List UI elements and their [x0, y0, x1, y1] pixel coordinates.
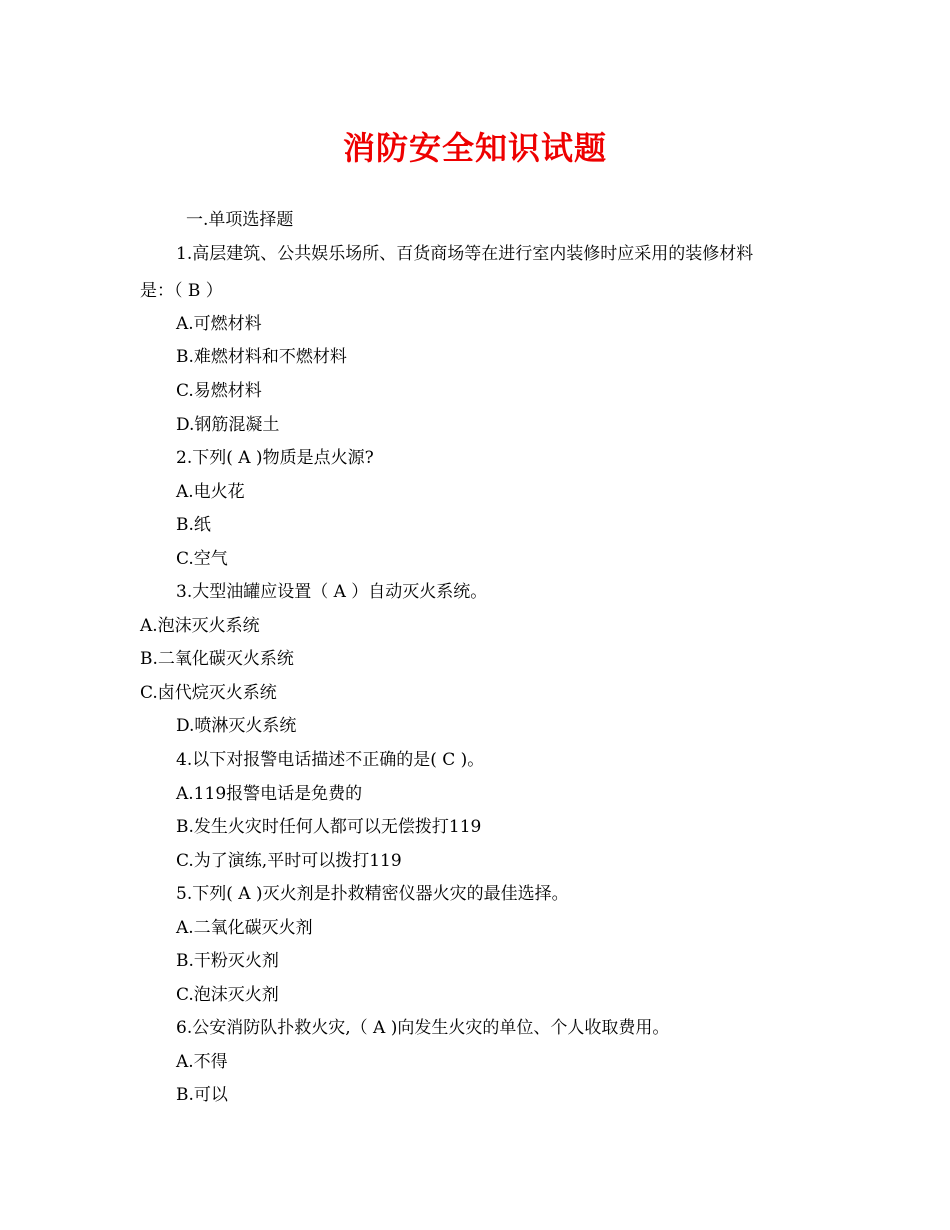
question-3-option-a: A.泡沫灭火系统	[140, 616, 260, 636]
question-5-option-a: A.二氧化碳灭火剂	[176, 918, 313, 938]
question-2-option-a: A.电火花	[176, 482, 245, 502]
question-2-option-b: B.纸	[176, 515, 211, 535]
question-6-option-a: A.不得	[176, 1052, 228, 1072]
section-heading: 一.单项选择题	[186, 210, 294, 230]
question-1-stem: 1.高层建筑、公共娱乐场所、百货商场等在进行室内装修时应采用的装修材料	[176, 244, 754, 264]
question-5-stem: 5.下列( A )灭火剂是扑救精密仪器火灾的最佳选择。	[176, 884, 569, 904]
question-6-option-b: B.可以	[176, 1085, 228, 1105]
question-6-stem: 6.公安消防队扑救火灾,（ A )向发生火灾的单位、个人收取费用。	[176, 1018, 670, 1038]
question-3-option-c: C.卤代烷灭火系统	[140, 683, 277, 703]
question-1-stem-continued: 是：（ B ）	[140, 281, 223, 301]
question-1-option-b: B.难燃材料和不燃材料	[176, 347, 347, 367]
question-5-option-b: B.干粉灭火剂	[176, 951, 279, 971]
question-4-option-c: C.为了演练,平时可以拨打119	[176, 851, 402, 871]
question-4-stem: 4.以下对报警电话描述不正确的是( C )。	[176, 750, 485, 770]
question-1-option-d: D.钢筋混凝土	[176, 415, 280, 435]
document-title: 消防安全知识试题	[342, 129, 607, 167]
question-3-option-d: D.喷淋灭火系统	[176, 716, 297, 736]
question-5-option-c: C.泡沫灭火剂	[176, 985, 279, 1005]
question-4-option-b: B.发生火灾时任何人都可以无偿拨打119	[176, 817, 482, 837]
question-4-option-a: A.119报警电话是免费的	[176, 784, 363, 804]
question-3-option-b: B.二氧化碳灭火系统	[140, 649, 294, 669]
question-1-option-c: C.易燃材料	[176, 381, 262, 401]
question-1-option-a: A.可燃材料	[176, 314, 262, 334]
question-2-option-c: C.空气	[176, 549, 228, 569]
question-3-stem: 3.大型油罐应设置（ A ）自动灭火系统。	[176, 582, 488, 602]
question-2-stem: 2.下列( A )物质是点火源?	[176, 448, 374, 468]
